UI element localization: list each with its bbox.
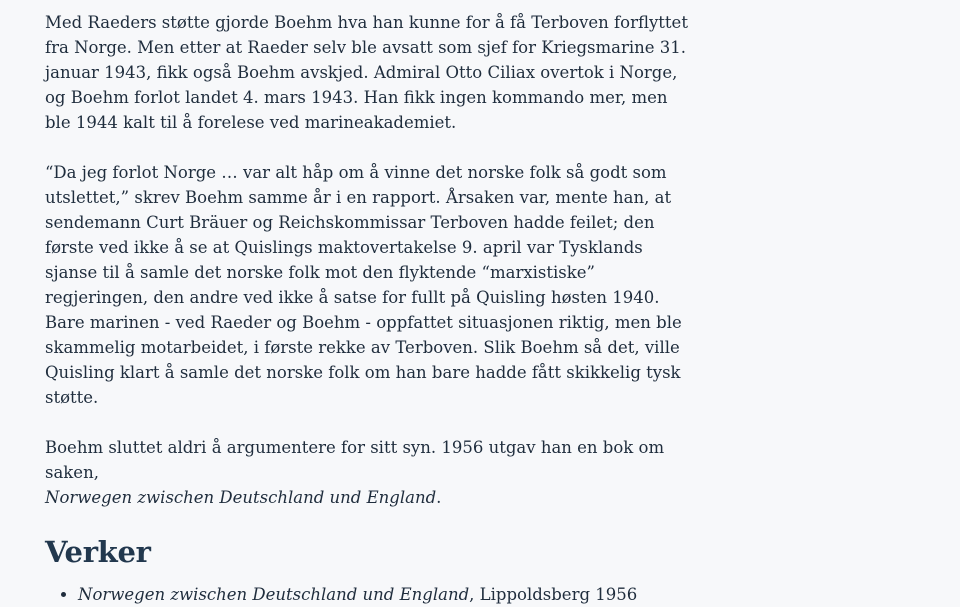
- works-list-item: [78, 582, 695, 607]
- work-title: Norwegen zwischen Deutschland und England: [78, 585, 470, 604]
- book-title: Norwegen zwischen Deutschland und England: [45, 488, 437, 507]
- paragraph-2: “Da jeg forlot Norge … var alt håp om å vinne det norske folk så godt som utslettet,” skrev Boehm samme år i en rapport. Årsaken var, mente han, at sendemann Curt Bräuer og Reichskommissar Terboven hadde feilet; den første ved ikke å se at Quislings maktovertakelse 9. april var Tysklands sjanse til å samle det norske folk mot den flyktende “marxistiske” regjeringen, den andre ved ikke å satse for fullt på Quisling høsten 1940. Bare marinen - ved Raeder og Boehm - oppfattet situasjonen riktig, men ble skammelig motarbeidet, i første rekke av Terboven. Slik Boehm så det, ville Quisling klart å samle det norske folk om han bare hadde fått skikkelig tysk støtte.: [45, 163, 682, 407]
- work-details: , Lippoldsberg 1956: [469, 585, 638, 604]
- paragraph-3-text: Boehm sluttet aldri å argumentere for sitt syn. 1956 utgav han en bok om saken,: [45, 438, 665, 482]
- works-heading: Verker: [45, 535, 151, 569]
- works-list: [45, 582, 695, 607]
- paragraph-3: [45, 435, 695, 510]
- paragraph-1: Med Raeders støtte gjorde Boehm hva han kunne for å få Terboven forflyttet fra Norge. Men etter at Raeder selv ble avsatt som sjef for Kriegsmarine 31. januar 1943, fikk også Boehm avskjed. Admiral Otto Ciliax overtok i Norge, og Boehm forlot landet 4. mars 1943. Han fikk ingen kommando mer, men ble 1944 kalt til å forelese ved marineakademiet.: [45, 13, 688, 132]
- paragraph-3-end: .: [436, 488, 442, 507]
- article-body: [45, 10, 695, 607]
